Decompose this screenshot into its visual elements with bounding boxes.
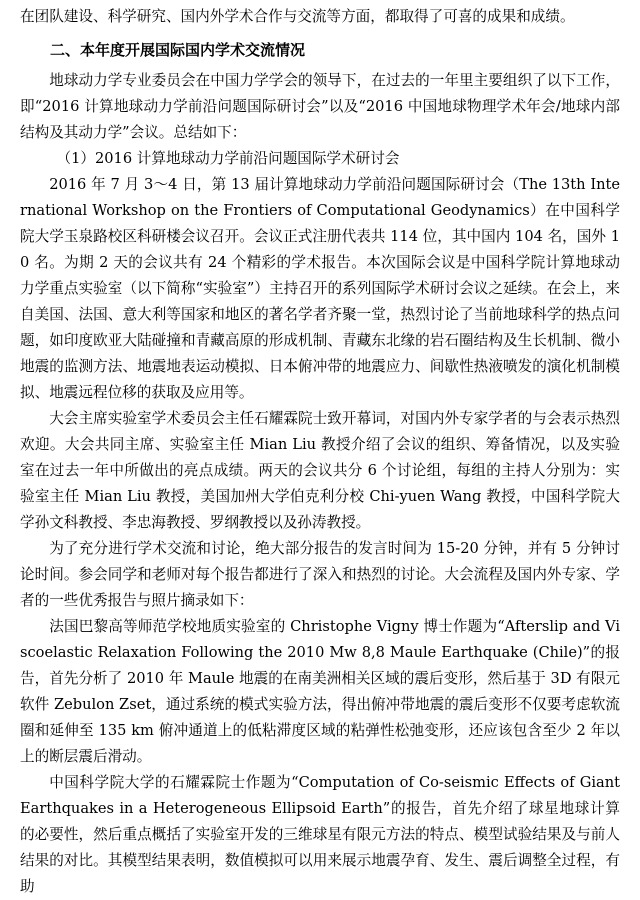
section-heading: 二、本年度开展国际国内学术交流情况 (50, 41, 306, 59)
subsection-title: （1）2016 计算地球动力学前沿问题国际学术研讨会 (56, 150, 400, 167)
paragraph-intro-continuation: 在团队建设、科学研究、国内外学术合作与交流等方面，都取得了可喜的成果和成绩。 (20, 8, 575, 25)
paragraph-opening: 大会主席实验室学术委员会主任石耀霖院士致开幕词，对国内外专家学者的与会表示热烈欢迎。大会共同主席、实验室主任 Mian Liu 教授介绍了会议的组织、筹备情况，以及实验室在过去一年中所做出的亮点成绩。两天的会议共分 6 个讨论组，每组的主持人分别为：实验室主任 Mian Liu 教授，美国加州大学伯克利分校 Chi-yuen Wang 教授，中国科学院大学孙文科教授、李忠海教授、罗纲教授以及孙涛教授。 (20, 410, 620, 531)
paragraph-vigny-report: 法国巴黎高等师范学校地质实验室的 Christophe Vigny 博士作题为“Afterslip and Viscoelastic Relaxation Following the 2010 Mw 8,8 Maule Earthquake (Chile)”的报告，首先分析了 2010 年 Maule 地震的在南美洲相关区域的震后变形，然后基于 3D 有限元软件 Zebulon Zset，通过系统的模式实验方法，得出俯冲带地震的震后变形不仅要考虑软流圈和延伸至 135 km 俯冲通道上的低粘滞度区域的粘弹性松弛变形，还应该包含至少 2 年以上的断层震后滑动。 (20, 618, 620, 765)
paragraph-shi-report: 中国科学院大学的石耀霖院士作题为“Computation of Co-seismic Effects of Giant Earthquakes in a Heterogeneous Ellipsoid Earth”的报告，首先介绍了球星地球计算的必要性，然后重点概括了实验室开发的三维球星有限元方法的特点、模型试验结果及与前人结果的对比。其模型结果表明，数值模拟可以用来展示地震孕育、发生、震后调整全过程，有助 (20, 774, 620, 895)
paragraph-workshop-details: 2016 年 7 月 3～4 日，第 13 届计算地球动力学前沿问题国际研讨会（The 13th International Workshop on the Frontiers of Computational Geodynamics）在中国科学院大学玉泉路校区科研楼会议召开。会议正式注册代表共 114 位，其中国内 104 名，国外 10 名。为期 2 天的会议共有 24 个精彩的学术报告。本次国际会议是中国科学院计算地球动力学重点实验室（以下简称“实验室”）主持召开的系列国际学术研讨会议之延续。在会上，来自美国、法国、意大利等国家和地区的著名学者齐聚一堂，热烈讨论了当前地球科学的热点问题，如印度欧亚大陆碰撞和青藏高原的形成机制、青藏东北缘的岩石圈结构及生长机制、微小地震的监测方法、地震地表运动模拟、日本俯冲带的地震应力、间歇性热液喷发的演化机制模拟、地震远程位移的获取及应用等。 (20, 176, 620, 401)
paragraph-discussion: 为了充分进行学术交流和讨论，绝大部分报告的发言时间为 15-20 分钟，并有 5 分钟讨论时间。参会同学和老师对每个报告都进行了深入和热烈的讨论。大会流程及国内外专家、学者的一些优秀报告与照片摘录如下： (20, 540, 620, 609)
paragraph-overview: 地球动力学专业委员会在中国力学学会的领导下，在过去的一年里主要组织了以下工作，即“2016 计算地球动力学前沿问题国际研讨会”以及“2016 中国地球物理学术年会/地球内部结构及其动力学”会议。总结如下： (20, 72, 620, 141)
